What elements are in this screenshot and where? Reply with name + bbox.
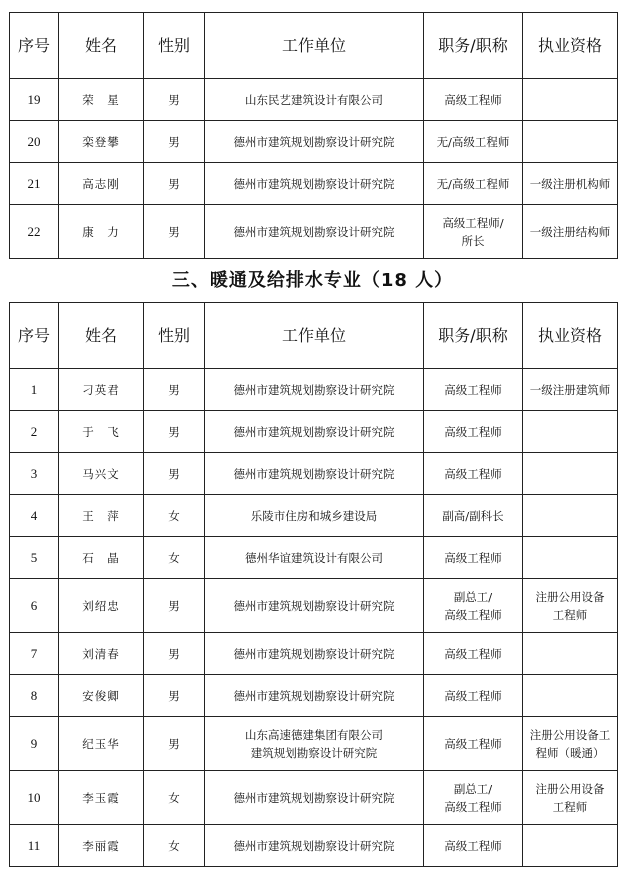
section-title: 三、暖通及给排水专业（18 人） <box>171 270 454 291</box>
cell-name: 安俊卿 <box>59 675 144 717</box>
table-row <box>10 717 618 771</box>
cell-name: 于 飞 <box>59 411 144 453</box>
cell-position: 高级工程师 <box>424 717 523 771</box>
header-unit: 工作单位 <box>205 13 424 79</box>
header-seq: 序号 <box>10 13 59 79</box>
cell-gender: 男 <box>144 675 205 717</box>
cell-seq: 10 <box>10 771 59 825</box>
cell-position: 高级工程师 <box>424 411 523 453</box>
cell-qualification <box>523 121 618 163</box>
cell-seq: 8 <box>10 675 59 717</box>
table-row <box>10 675 618 717</box>
table-row <box>10 163 618 205</box>
cell-name: 石 晶 <box>59 537 144 579</box>
cell-gender: 男 <box>144 717 205 771</box>
cell-gender: 男 <box>144 411 205 453</box>
table-row <box>10 205 618 259</box>
cell-position: 副总工/ 高级工程师 <box>424 579 523 633</box>
cell-unit: 德州市建筑规划勘察设计研究院 <box>205 369 424 411</box>
cell-position: 无/高级工程师 <box>424 121 523 163</box>
cell-seq: 2 <box>10 411 59 453</box>
table-row <box>10 495 618 537</box>
cell-position: 高级工程师 <box>424 369 523 411</box>
cell-seq: 3 <box>10 453 59 495</box>
cell-position: 高级工程师 <box>424 825 523 867</box>
cell-qualification: 注册公用设备 工程师 <box>523 771 618 825</box>
cell-position: 高级工程师 <box>424 537 523 579</box>
table-row <box>10 121 618 163</box>
roster-table-hvac-plumbing <box>9 302 618 867</box>
cell-qualification: 注册公用设备工 程师（暖通） <box>523 717 618 771</box>
cell-unit: 德州市建筑规划勘察设计研究院 <box>205 825 424 867</box>
cell-gender: 女 <box>144 825 205 867</box>
table-row <box>10 537 618 579</box>
cell-gender: 女 <box>144 537 205 579</box>
roster-table-structural <box>9 12 618 259</box>
table-row <box>10 825 618 867</box>
header-qualification: 执业资格 <box>523 303 618 369</box>
cell-gender: 男 <box>144 205 205 259</box>
header-name: 姓名 <box>59 13 144 79</box>
cell-seq: 7 <box>10 633 59 675</box>
cell-name: 纪玉华 <box>59 717 144 771</box>
header-gender: 性别 <box>144 303 205 369</box>
cell-qualification: 一级注册结构师 <box>523 205 618 259</box>
cell-gender: 男 <box>144 633 205 675</box>
cell-seq: 5 <box>10 537 59 579</box>
cell-qualification <box>523 411 618 453</box>
header-unit: 工作单位 <box>205 303 424 369</box>
cell-seq: 6 <box>10 579 59 633</box>
cell-name: 李丽霞 <box>59 825 144 867</box>
cell-qualification <box>523 633 618 675</box>
cell-seq: 19 <box>10 79 59 121</box>
cell-position: 高级工程师 <box>424 453 523 495</box>
cell-name: 马兴文 <box>59 453 144 495</box>
cell-unit: 德州华谊建筑设计有限公司 <box>205 537 424 579</box>
cell-qualification <box>523 79 618 121</box>
cell-gender: 男 <box>144 369 205 411</box>
cell-unit: 乐陵市住房和城乡建设局 <box>205 495 424 537</box>
cell-seq: 11 <box>10 825 59 867</box>
cell-name: 刁英君 <box>59 369 144 411</box>
cell-unit: 山东民艺建筑设计有限公司 <box>205 79 424 121</box>
header-position: 职务/职称 <box>424 303 523 369</box>
table-row <box>10 579 618 633</box>
cell-unit: 德州市建筑规划勘察设计研究院 <box>205 205 424 259</box>
cell-seq: 21 <box>10 163 59 205</box>
cell-unit: 德州市建筑规划勘察设计研究院 <box>205 771 424 825</box>
cell-qualification: 一级注册机构师 <box>523 163 618 205</box>
cell-unit: 德州市建筑规划勘察设计研究院 <box>205 411 424 453</box>
cell-position: 高级工程师 <box>424 633 523 675</box>
table-row <box>10 771 618 825</box>
cell-unit: 德州市建筑规划勘察设计研究院 <box>205 633 424 675</box>
cell-name: 栾登攀 <box>59 121 144 163</box>
cell-seq: 9 <box>10 717 59 771</box>
cell-name: 康 力 <box>59 205 144 259</box>
cell-gender: 男 <box>144 121 205 163</box>
table-row <box>10 633 618 675</box>
cell-qualification: 注册公用设备 工程师 <box>523 579 618 633</box>
header-seq: 序号 <box>10 303 59 369</box>
cell-name: 刘清春 <box>59 633 144 675</box>
cell-gender: 男 <box>144 453 205 495</box>
table-header-row <box>10 303 618 369</box>
cell-position: 副高/副科长 <box>424 495 523 537</box>
cell-position: 副总工/ 高级工程师 <box>424 771 523 825</box>
cell-unit: 德州市建筑规划勘察设计研究院 <box>205 675 424 717</box>
cell-position: 无/高级工程师 <box>424 163 523 205</box>
table-header-row <box>10 13 618 79</box>
cell-position: 高级工程师 <box>424 675 523 717</box>
cell-unit: 德州市建筑规划勘察设计研究院 <box>205 121 424 163</box>
cell-position: 高级工程师/ 所长 <box>424 205 523 259</box>
cell-qualification <box>523 825 618 867</box>
cell-name: 高志刚 <box>59 163 144 205</box>
cell-unit: 德州市建筑规划勘察设计研究院 <box>205 453 424 495</box>
header-position: 职务/职称 <box>424 13 523 79</box>
header-gender: 性别 <box>144 13 205 79</box>
cell-unit: 德州市建筑规划勘察设计研究院 <box>205 163 424 205</box>
cell-unit: 山东高速德建集团有限公司 建筑规划勘察设计研究院 <box>205 717 424 771</box>
header-name: 姓名 <box>59 303 144 369</box>
table-row <box>10 453 618 495</box>
cell-seq: 4 <box>10 495 59 537</box>
cell-qualification: 一级注册建筑师 <box>523 369 618 411</box>
cell-name: 王 萍 <box>59 495 144 537</box>
cell-unit: 德州市建筑规划勘察设计研究院 <box>205 579 424 633</box>
table-row <box>10 369 618 411</box>
table-row <box>10 79 618 121</box>
cell-name: 刘绍忠 <box>59 579 144 633</box>
cell-qualification <box>523 675 618 717</box>
cell-seq: 22 <box>10 205 59 259</box>
cell-qualification <box>523 453 618 495</box>
table-row <box>10 411 618 453</box>
cell-qualification <box>523 495 618 537</box>
cell-seq: 20 <box>10 121 59 163</box>
cell-gender: 女 <box>144 495 205 537</box>
cell-gender: 男 <box>144 163 205 205</box>
cell-gender: 男 <box>144 79 205 121</box>
cell-gender: 女 <box>144 771 205 825</box>
cell-qualification <box>523 537 618 579</box>
cell-seq: 1 <box>10 369 59 411</box>
cell-gender: 男 <box>144 579 205 633</box>
header-qualification: 执业资格 <box>523 13 618 79</box>
cell-name: 李玉霞 <box>59 771 144 825</box>
cell-name: 荣 星 <box>59 79 144 121</box>
cell-position: 高级工程师 <box>424 79 523 121</box>
